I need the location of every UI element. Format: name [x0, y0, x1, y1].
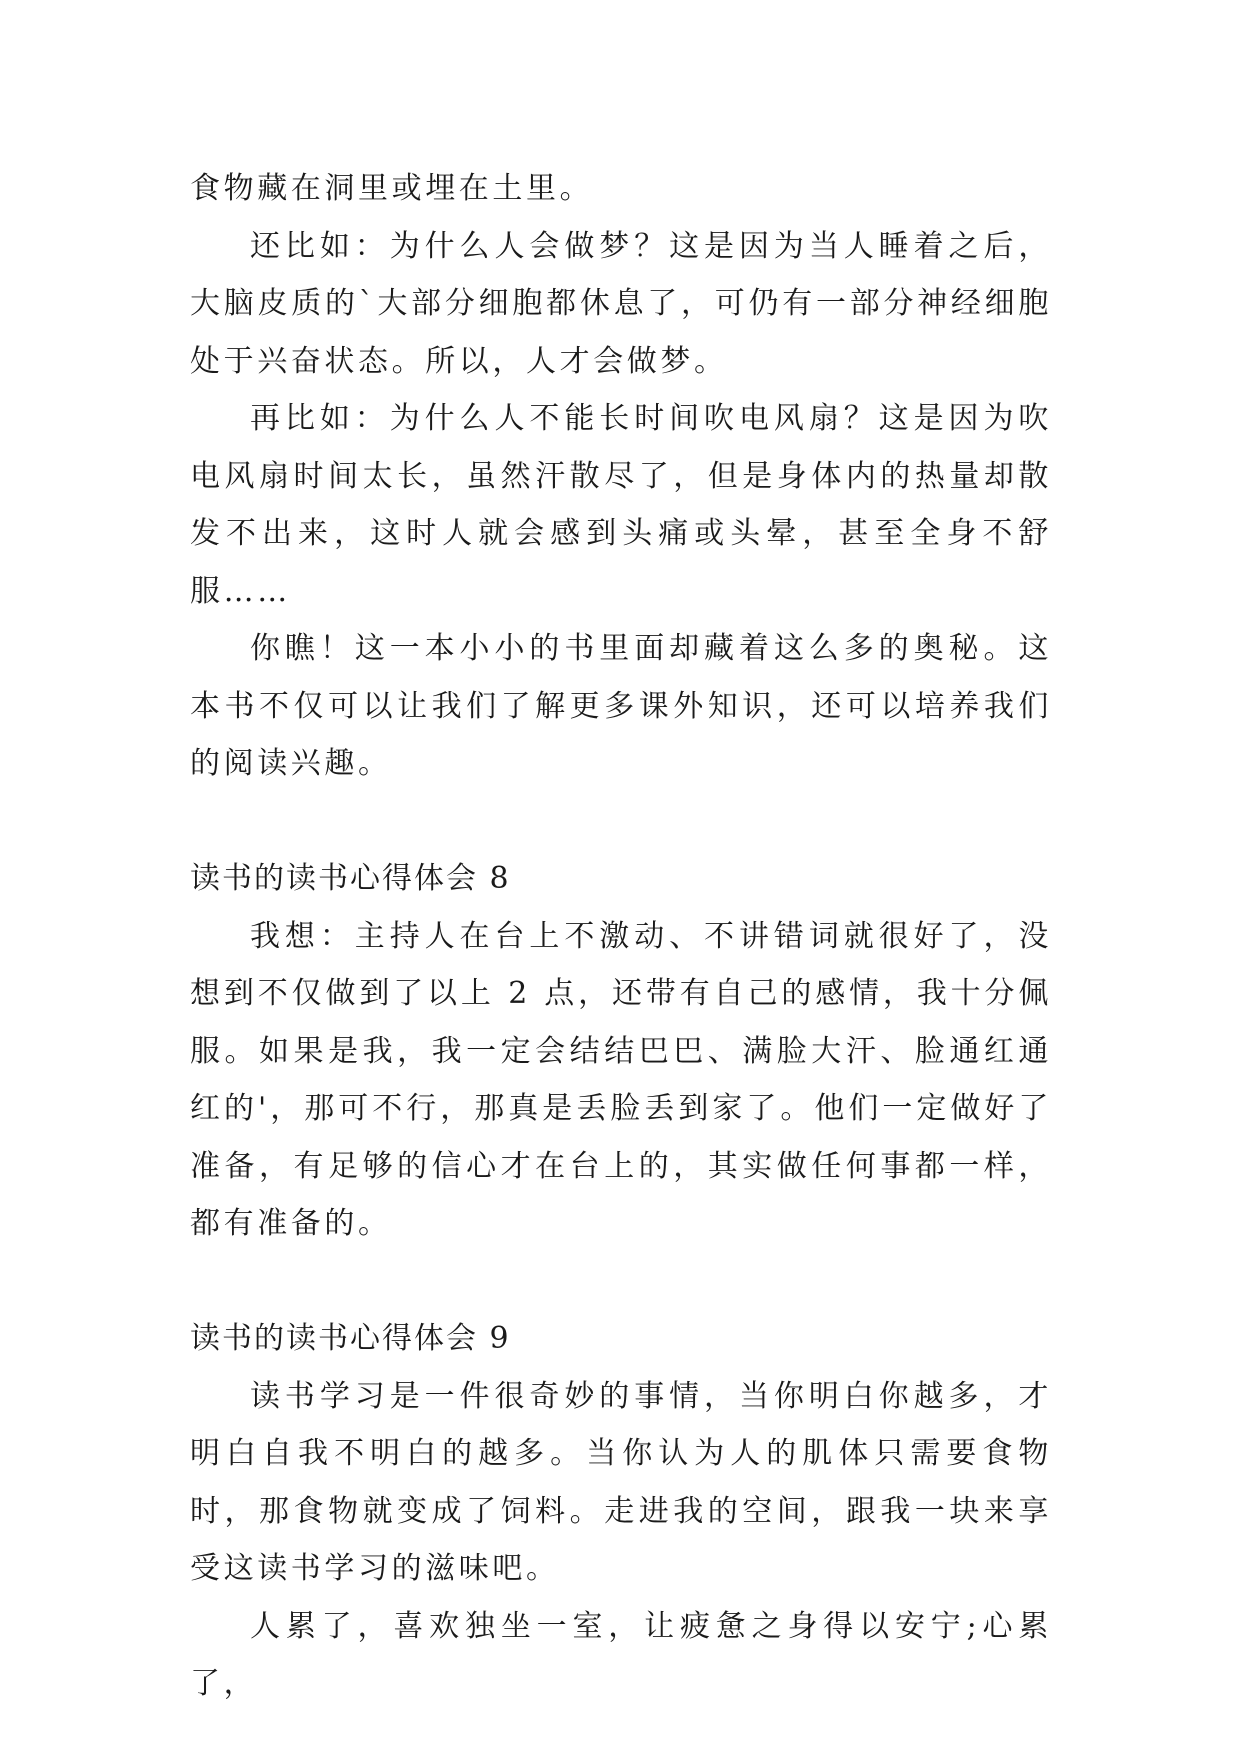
- paragraph-tired: 人累了，喜欢独坐一室，让疲惫之身得以安宁;心累了，: [190, 1608, 1052, 1701]
- paragraph-fan: 再比如：为什么人不能长时间吹电风扇？这是因为吹电风扇时间太长，虽然汗散尽了，但是身体内的热量却散发不出来，这时人就会感到头痛或头晕，甚至全身不舒服……: [190, 401, 1052, 609]
- document-body: [190, 160, 1052, 1713]
- paragraph-reading-study: 读书学习是一件很奇妙的事情，当你明白你越多，才明白自我不明白的越多。当你认为人的肌体只需要食物时，那食物就变成了饲料。走进我的空间，跟我一块来享受这读书学习的滋味吧。: [190, 1378, 1052, 1586]
- paragraph-host: 我想：主持人在台上不激动、不讲错词就很好了，没想到不仅做到了以上 2 点，还带有自己的感情，我十分佩服。如果是我，我一定会结结巴巴、满脸大汗、脸通红通红的'，那可不行，那真是丢脸丢到家了。他们一定做好了准备，有足够的信心才在台上的，其实做任何事都一样，都有准备的。: [190, 918, 1052, 1241]
- section-heading-9: 读书的读书心得体会 9: [190, 1321, 511, 1356]
- paragraph-book-secrets: 你瞧！这一本小小的书里面却藏着这么多的奥秘。这本书不仅可以让我们了解更多课外知识，还可以培养我们的阅读兴趣。: [190, 631, 1052, 781]
- paragraph-dream: 还比如：为什么人会做梦？这是因为当人睡着之后，大脑皮质的`大部分细胞都休息了，可仍有一部分神经细胞处于兴奋状态。所以，人才会做梦。: [190, 228, 1052, 379]
- paragraph-continuation: 食物藏在洞里或埋在土里。: [190, 171, 594, 206]
- section-heading-8: 读书的读书心得体会 8: [190, 861, 511, 896]
